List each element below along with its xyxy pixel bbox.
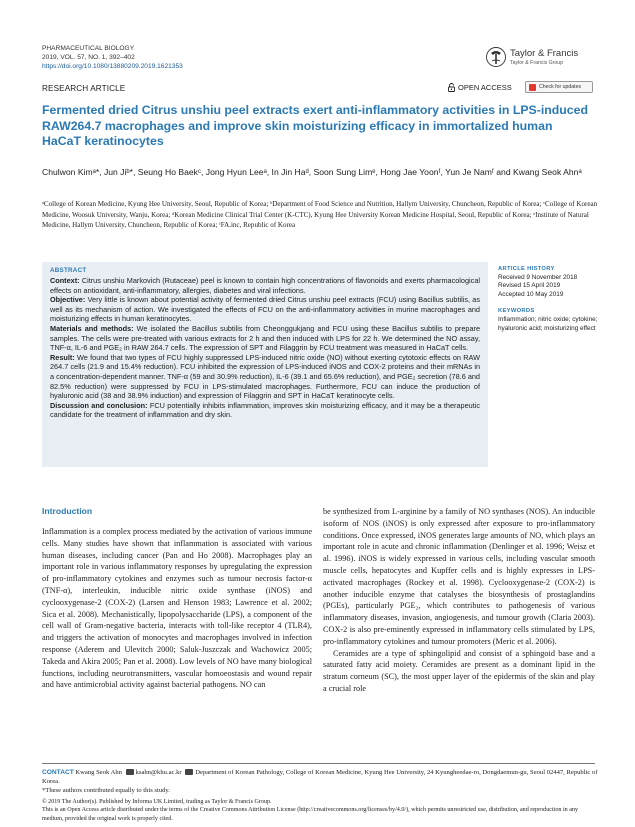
affiliations: ᵃCollege of Korean Medicine, Kyung Hee University, Seoul, Republic of Korea; ᵇDepartment of Food Science and Nutrition, Hallym University, Chuncheon, Republic of Korea; ᶜCollege of Korean Medicine, Woosuk University, Wanju, Korea; ᵈKorean Medicine Clinical Trial Center (K-CTC), Kyung Hee University Korean Medicine Hospital, Seoul, Republic of Korea; ᵉInstitute of Natural Medicine, Hallym University, Chuncheon, Republic of Korea; ᶠFA.inc, Republic of Korea xyxy=(42,200,598,229)
copyright-line: © 2019 The Author(s). Published by Informa UK Limited, trading as Taylor & Francis Group. xyxy=(42,799,272,805)
contact-footnote xyxy=(42,768,598,795)
article-sidebar xyxy=(498,266,598,333)
contact-email[interactable]: ksahn@khu.ac.kr xyxy=(135,769,182,776)
contact-name: Kwang Seok Ahn xyxy=(75,769,122,776)
discussion-label: Discussion and conclusion: xyxy=(50,400,148,410)
context-label: Context: xyxy=(50,276,80,285)
contact-address: Department of Korean Pathology, College of Korean Medicine, Kyung Hee University, 24 Kyungheedae-ro, Dongdaemun-gu, Seoul 02447, Republic of Korea. xyxy=(42,769,598,785)
abstract-discussion xyxy=(50,401,480,420)
keywords-text: Inflammation; nitric oxide; cytokine; hyaluronic acid; moisturizing effect xyxy=(498,316,598,332)
objective-text: Very little is known about potential activity of fermented dried Citrus unshiu peel extracts (FCU) using Bacillus subtilis, as well as its mechanism of action. We investigated the effects of FCU on the anti-inflammatory activities in murine macrophages and moisturizing effects in human keratinocytes. xyxy=(50,295,481,324)
equal-contribution-note: *These authors contributed equally to this study. xyxy=(42,787,170,794)
license-line: This is an Open Access article distributed under the terms of the Creative Commons Attribution License (http://creativecommons.org/licenses/by/4.0/), which permits unrestricted use, distribution, and reproduction in any medium, provided the original work is properly cited. xyxy=(42,807,579,822)
open-access-label xyxy=(448,83,512,92)
copyright-notice xyxy=(42,798,598,823)
journal-volume: 2019, VOL. 57, NO. 1, 392–402 xyxy=(42,54,135,61)
crossmark-icon xyxy=(529,84,536,91)
history-revised: Revised 15 April 2019 xyxy=(498,282,561,290)
publisher-name: Taylor & Francis xyxy=(510,48,579,59)
contact-label: CONTACT xyxy=(42,769,74,776)
article-type: RESEARCH ARTICLE xyxy=(42,84,126,93)
abstract-result xyxy=(50,353,480,401)
publisher-sub: Taylor & Francis Group xyxy=(510,60,564,66)
methods-label: Materials and methods: xyxy=(50,323,134,333)
history-heading: ARTICLE HISTORY xyxy=(498,266,555,272)
body-column-left xyxy=(42,506,312,691)
intro-paragraph-2: be synthesized from L-arginine by a family of NO synthases (NOS). An inducible isoform of NOS (iNOS) is only expressed after exposure to pro-inflammatory conditions. Once expressed, iNOS generates large amounts of NO, which plays an important role in acute and chronic inflammation (Denlinger et al. 1996; Weisz et al. 1996). iNOS is widely expressed in various cells, including vascular smooth muscle cells, hepatocytes and Kupffer cells and is highly expresses in LPS-activated macrophages (Rockey et al. 1998). Cyclooxygenase-2 (COX-2) is another inducible enzyme that catalyses the biosynthesis of prostaglandins (PGEs), particularly PGE₂, which contributes to pathogenesis of various inflammatory diseases, invasion, angiogenesis, and tumour growth (Claria 2003). COX-2 is also pre-eminently expressed in inflammatory cells stimulated by LPS, pro-inflammatory cytokines and tumour promoters (Meric et al. 2006). xyxy=(323,507,595,646)
methods-text: We isolated the Bacillus subtilis from Cheonggukjang and FCU using these Bacillus subtilis to prepare samples. The cells were pre-treated with various extracts for 2 h and then induced with LPS for 22 h. We determined the NO assay, TNF-α, IL-6 and PGE₂ in RAW 264.7 cells. The expression of SPT and Filaggrin by FCU treatment was measured in HaCaT cells. xyxy=(50,323,480,353)
check-updates-label: Check for updates xyxy=(539,84,582,90)
footnote-divider xyxy=(42,763,595,764)
abstract-box xyxy=(42,262,488,467)
objective-label: Objective: xyxy=(50,295,86,305)
article-title: Fermented dried Citrus unshiu peel extracts exert anti-inflammatory activities in LPS-induced RAW264.7 macrophages and improve skin moisturizing efficacy in immortalized human HaCaT keratinocytes xyxy=(42,103,588,149)
result-text: We found that two types of FCU highly suppressed LPS-induced nitric oxide (NO) without exerting cytotoxic effects on RAW 264.7 cells (21.9 and 15.4% reduction). FCU inhibited the expression of LPS-induced iNOS and COX-2 proteins and their mRNAs in a concentration-dependent manner. TNF-α (59 and 30.9% reduction), IL-6 (39.1 and 65.6% reduction), and PGE₂ secretion (78.6 and 82.5% reduction) were suppressed by FCU in LPS-stimulated macrophages. Furthermore, FCU can induce the production of hyaluronic acid (38 and 38.9% induction) and expression of Filaggrin and SPT in HaCaT keratinocyte cells. xyxy=(50,352,480,401)
intro-paragraph-3: Ceramides are a type of sphingolipid and consist of a sphingoid base and a saturated fatty acid moiety. Ceramides are present as a dominant lipid in the stratum corneum (SC), the most upper layer of the epidermis of the skin and play a crucial role xyxy=(323,648,595,693)
email-icon xyxy=(126,769,134,775)
doi-link[interactable]: https://doi.org/10.1080/13880209.2019.1621353 xyxy=(42,63,183,70)
history-received: Received 9 November 2018 xyxy=(498,274,578,281)
publisher-logo xyxy=(486,46,596,72)
check-for-updates-button[interactable] xyxy=(525,81,593,93)
author-list: Chulwon Kimᵃ*, Jun Jiᵇ*, Seung Ho Baekᶜ, Jong Hyun Leeᵃ, In Jin Haᵈ, Soon Sung Limᵉ, Hong Jae Yoonᶠ, Yun Je Namᶠ and Kwang Seok Ahnᵃ xyxy=(42,167,582,177)
result-label: Result: xyxy=(50,352,75,362)
history-accepted: Accepted 10 May 2019 xyxy=(498,290,564,298)
intro-paragraph-1: Inflammation is a complex process mediated by the activation of various immune cells. Many studies have shown that inflammation is associated with various human diseases, including cancer (Pan and Ho 2008). Macrophages play an important role in various inflammatory responses by upregulating the expression of pro-inflammatory cytokines and enzymes such as tumour necrosis factor-α (TNF-α), interleukin, inducible nitric oxide synthase (iNOS) and cyclooxygenase-2 (COX-2) (Larsen and Henson 1983; Lawrence et al. 2002; Sica et al. 2008). Mechanistically, lipopolysaccharide (LPS), a component of the cell wall of Gram-negative bacteria, interacts with toll-like receptor 4 (TLR4), and triggers the activation of monocytes and macrophages involved in infection response (Aderem and Ulevitch 2000; Saluk-Juszczak and Wachowicz 2005; Takeda and Akira 2005; Pan et al. 2008). Low levels of NO have many biological functions, including neurotransmitters, vascular homoeostasis and wound repair and have antimicrobial activity against bacterial pathogens. NO can xyxy=(42,527,312,690)
journal-reference xyxy=(42,44,183,71)
abstract-context xyxy=(50,276,480,295)
taylor-francis-logo-icon xyxy=(486,46,506,68)
abstract-methods xyxy=(50,324,480,353)
open-access-text: OPEN ACCESS xyxy=(458,83,512,92)
section-heading-introduction: Introduction xyxy=(42,506,93,516)
envelope-icon xyxy=(185,769,193,775)
context-text: Citrus unshiu Markovich (Rutaceae) peel is known to contain high concentrations of flavonoids and exerts pharmacological effects on antioxidant, anti-inflammatory, allergies, diabetes and viral infections. xyxy=(50,276,480,295)
abstract-heading: ABSTRACT xyxy=(50,267,87,274)
discussion-text: FCU potentially inhibits inflammation, improves skin moisturizing efficacy, and it may be a therapeutic candidate for the treatment of inflammation and dry skin. xyxy=(50,400,480,420)
abstract-objective xyxy=(50,295,480,324)
open-lock-icon xyxy=(448,83,455,92)
keywords-heading: KEYWORDS xyxy=(498,308,535,315)
journal-name: PHARMACEUTICAL BIOLOGY xyxy=(42,45,135,52)
body-column-right xyxy=(323,506,595,695)
